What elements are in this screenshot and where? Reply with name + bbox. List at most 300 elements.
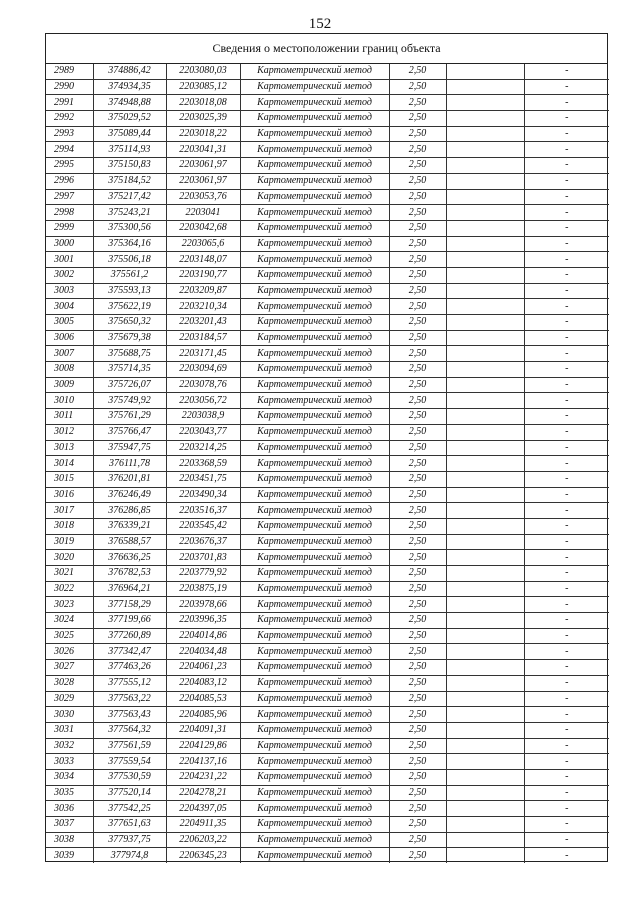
table-row [46, 518, 609, 534]
accuracy-cell: 2,50 [389, 440, 446, 456]
dash-cell: - [524, 722, 609, 738]
empty-cell [446, 64, 524, 79]
x-coordinate-cell: 376588,57 [93, 534, 166, 550]
y-coordinate-cell: 2204085,53 [166, 691, 240, 707]
y-coordinate-cell: 2203043,77 [166, 424, 240, 440]
x-coordinate-cell: 377555,12 [93, 675, 166, 691]
x-coordinate-cell: 375184,52 [93, 173, 166, 189]
y-coordinate-cell: 2203025,39 [166, 111, 240, 127]
y-coordinate-cell: 2203018,08 [166, 95, 240, 111]
boundary-table-sheet [45, 33, 608, 862]
dash-cell: - [565, 849, 569, 861]
x-coordinate-cell: 377342,47 [93, 644, 166, 660]
table-row [46, 409, 609, 425]
dash-cell: - [524, 660, 609, 676]
table-row [46, 691, 609, 707]
x-coordinate-cell: 377158,29 [93, 597, 166, 613]
method-cell: Картометрический метод [240, 267, 389, 283]
empty-cell [446, 597, 524, 613]
point-number-cell: 3038 [46, 832, 93, 848]
method-cell: Картометрический метод [240, 801, 389, 817]
y-coordinate-cell: 2203094,69 [166, 362, 240, 378]
point-number-cell: 3031 [46, 722, 93, 738]
table-row [46, 424, 609, 440]
table-row [46, 111, 609, 127]
point-number-cell: 3034 [46, 769, 93, 785]
x-coordinate-cell: 377559,54 [93, 754, 166, 770]
empty-cell [446, 409, 524, 425]
table-row [46, 189, 609, 205]
x-coordinate-cell: 377542,25 [93, 801, 166, 817]
point-number-cell: 3027 [46, 660, 93, 676]
x-coordinate-cell: 376246,49 [93, 487, 166, 503]
x-coordinate-cell: 376286,85 [93, 503, 166, 519]
table-row [46, 471, 609, 487]
y-coordinate-cell: 2203085,12 [166, 79, 240, 95]
accuracy-cell: 2,50 [389, 848, 446, 863]
table-row [46, 754, 609, 770]
y-coordinate-cell: 2203996,35 [166, 613, 240, 629]
point-number-cell: 3026 [46, 644, 93, 660]
y-coordinate-cell: 2203078,76 [166, 377, 240, 393]
y-coordinate-cell: 2203210,34 [166, 299, 240, 315]
method-cell: Картометрический метод [240, 785, 389, 801]
table-row [46, 283, 609, 299]
x-coordinate-cell: 375650,32 [93, 315, 166, 331]
method-cell: Картометрический метод [240, 550, 389, 566]
empty-cell [446, 189, 524, 205]
point-number-cell: 2994 [46, 142, 93, 158]
accuracy-cell: 2,50 [389, 267, 446, 283]
x-coordinate-cell: 376782,53 [93, 566, 166, 582]
y-coordinate-cell: 2204034,48 [166, 644, 240, 660]
x-coordinate-cell: 375243,21 [93, 205, 166, 221]
dash-cell: - [524, 801, 609, 817]
x-coordinate-cell: 375947,75 [93, 440, 166, 456]
dash-cell: - [524, 707, 609, 723]
dash-cell: - [524, 785, 609, 801]
method-cell: Картометрический метод [240, 628, 389, 644]
dash-cell: - [524, 95, 609, 111]
table-row [46, 722, 609, 738]
x-coordinate-cell: 376201,81 [93, 471, 166, 487]
point-number-cell: 3033 [46, 754, 93, 770]
method-cell: Картометрический метод [240, 409, 389, 425]
accuracy-cell: 2,50 [389, 534, 446, 550]
empty-cell [446, 754, 524, 770]
point-number-cell: 2991 [46, 95, 93, 111]
accuracy-cell: 2,50 [389, 503, 446, 519]
dash-cell: - [524, 817, 609, 833]
y-coordinate-cell: 2203038,9 [166, 409, 240, 425]
accuracy-cell: 2,50 [389, 518, 446, 534]
accuracy-cell: 2,50 [389, 409, 446, 425]
accuracy-cell: 2,50 [389, 613, 446, 629]
method-cell: Картометрический метод [240, 424, 389, 440]
empty-cell [446, 644, 524, 660]
y-coordinate-cell: 2203018,22 [166, 126, 240, 142]
accuracy-cell: 2,50 [389, 769, 446, 785]
empty-cell [446, 252, 524, 268]
method-cell: Картометрический метод [240, 79, 389, 95]
accuracy-cell: 2,50 [389, 817, 446, 833]
accuracy-cell: 2,50 [389, 95, 446, 111]
x-coordinate-cell: 375749,92 [93, 393, 166, 409]
table-row [46, 817, 609, 833]
accuracy-cell: 2,50 [389, 111, 446, 127]
dash-cell: - [524, 597, 609, 613]
accuracy-cell: 2,50 [389, 566, 446, 582]
dash-cell: - [524, 64, 609, 79]
x-coordinate-cell: 375364,16 [93, 236, 166, 252]
accuracy-cell: 2,50 [389, 785, 446, 801]
table-row [46, 628, 609, 644]
accuracy-cell: 2,50 [389, 675, 446, 691]
table-row [46, 801, 609, 817]
dash-cell: - [524, 581, 609, 597]
point-number-cell: 3025 [46, 628, 93, 644]
y-coordinate-cell: 2204129,86 [166, 738, 240, 754]
accuracy-cell: 2,50 [389, 158, 446, 174]
method-cell: Картометрический метод [240, 597, 389, 613]
dash-cell: - [524, 691, 609, 707]
empty-cell [446, 550, 524, 566]
y-coordinate-cell: 2204083,12 [166, 675, 240, 691]
point-number-cell: 2999 [46, 220, 93, 236]
point-number-cell: 3001 [46, 252, 93, 268]
table-row [46, 126, 609, 142]
table-row [46, 142, 609, 158]
accuracy-cell: 2,50 [389, 79, 446, 95]
point-number-cell: 3017 [46, 503, 93, 519]
accuracy-cell: 2,50 [389, 283, 446, 299]
point-number-cell: 3018 [46, 518, 93, 534]
point-number-cell: 3014 [46, 456, 93, 472]
accuracy-cell: 2,50 [389, 220, 446, 236]
y-coordinate-cell: 2203190,77 [166, 267, 240, 283]
dash-cell: - [524, 205, 609, 221]
y-coordinate-cell: 2204231,22 [166, 769, 240, 785]
y-coordinate-cell: 2203214,25 [166, 440, 240, 456]
dash-cell: - [524, 644, 609, 660]
x-coordinate-cell: 377563,43 [93, 707, 166, 723]
empty-cell [446, 456, 524, 472]
dash-cell: - [524, 566, 609, 582]
y-coordinate-cell: 2203041,31 [166, 142, 240, 158]
method-cell: Картометрический метод [240, 205, 389, 221]
method-cell: Картометрический метод [240, 220, 389, 236]
accuracy-cell: 2,50 [389, 801, 446, 817]
method-cell: Картометрический метод [240, 848, 389, 863]
empty-cell [446, 534, 524, 550]
empty-cell [446, 691, 524, 707]
x-coordinate-cell: 377199,66 [93, 613, 166, 629]
table-row [46, 220, 609, 236]
method-cell: Картометрический метод [240, 581, 389, 597]
method-cell: Картометрический метод [240, 64, 389, 79]
table-row [46, 299, 609, 315]
method-cell: Картометрический метод [240, 487, 389, 503]
y-coordinate-cell: 2206203,22 [166, 832, 240, 848]
empty-cell [446, 518, 524, 534]
method-cell: Картометрический метод [240, 471, 389, 487]
empty-cell [446, 267, 524, 283]
table-row [46, 346, 609, 362]
empty-cell [446, 95, 524, 111]
empty-cell [446, 487, 524, 503]
accuracy-cell: 2,50 [389, 126, 446, 142]
y-coordinate-cell: 2203875,19 [166, 581, 240, 597]
empty-cell [446, 817, 524, 833]
y-coordinate-cell: 2204397,05 [166, 801, 240, 817]
y-coordinate-cell: 2203368,59 [166, 456, 240, 472]
table-body [46, 64, 609, 863]
table-row [46, 315, 609, 331]
table-row [46, 738, 609, 754]
y-coordinate-cell: 2203148,07 [166, 252, 240, 268]
method-cell: Картометрический метод [240, 769, 389, 785]
table-row [46, 330, 609, 346]
x-coordinate-cell: 377937,75 [93, 832, 166, 848]
point-number-cell: 2996 [46, 173, 93, 189]
dash-cell: - [524, 456, 609, 472]
y-coordinate-cell: 2203451,75 [166, 471, 240, 487]
empty-cell [446, 79, 524, 95]
y-coordinate-cell: 2203201,43 [166, 315, 240, 331]
accuracy-cell: 2,50 [389, 330, 446, 346]
dash-cell: - [524, 158, 609, 174]
table-row [46, 362, 609, 378]
empty-cell [446, 236, 524, 252]
y-coordinate-cell: 2203061,97 [166, 173, 240, 189]
y-coordinate-cell: 2203209,87 [166, 283, 240, 299]
point-number-cell: 2990 [46, 79, 93, 95]
accuracy-cell: 2,50 [389, 424, 446, 440]
x-coordinate-cell: 375217,42 [93, 189, 166, 205]
dash-cell: - [524, 283, 609, 299]
accuracy-cell: 2,50 [389, 64, 446, 79]
x-coordinate-cell: 375688,75 [93, 346, 166, 362]
accuracy-cell: 2,50 [389, 644, 446, 660]
method-cell: Картометрический метод [240, 644, 389, 660]
table-row [46, 566, 609, 582]
method-cell: Картометрический метод [240, 503, 389, 519]
accuracy-cell: 2,50 [389, 691, 446, 707]
y-coordinate-cell: 2203065,6 [166, 236, 240, 252]
y-coordinate-cell: 2203701,83 [166, 550, 240, 566]
dash-cell: - [524, 409, 609, 425]
point-number-cell: 3000 [46, 236, 93, 252]
x-coordinate-cell: 377974,8 [93, 848, 166, 863]
x-coordinate-cell: 376339,21 [93, 518, 166, 534]
method-cell: Картометрический метод [240, 111, 389, 127]
table-row [46, 534, 609, 550]
table-row [46, 675, 609, 691]
empty-cell [446, 613, 524, 629]
accuracy-cell: 2,50 [389, 173, 446, 189]
empty-cell [446, 675, 524, 691]
table-row [46, 173, 609, 189]
accuracy-cell: 2,50 [389, 189, 446, 205]
empty-cell [446, 566, 524, 582]
method-cell: Картометрический метод [240, 299, 389, 315]
accuracy-cell: 2,50 [389, 660, 446, 676]
point-number-cell: 3006 [46, 330, 93, 346]
x-coordinate-cell: 377561,59 [93, 738, 166, 754]
table-row [46, 95, 609, 111]
point-number-cell: 3032 [46, 738, 93, 754]
empty-cell [446, 769, 524, 785]
point-number-cell: 3015 [46, 471, 93, 487]
point-number-cell: 3028 [46, 675, 93, 691]
accuracy-cell: 2,50 [389, 754, 446, 770]
x-coordinate-cell: 377651,63 [93, 817, 166, 833]
x-coordinate-cell: 374948,88 [93, 95, 166, 111]
empty-cell [446, 346, 524, 362]
dash-cell: - [524, 315, 609, 331]
point-number-cell: 3009 [46, 377, 93, 393]
y-coordinate-cell: 2204911,35 [166, 817, 240, 833]
point-number-cell: 3036 [46, 801, 93, 817]
x-coordinate-cell: 377520,14 [93, 785, 166, 801]
empty-cell [446, 424, 524, 440]
table-row [46, 205, 609, 221]
table-row [46, 613, 609, 629]
x-coordinate-cell: 375766,47 [93, 424, 166, 440]
empty-cell [446, 142, 524, 158]
x-coordinate-cell: 375726,07 [93, 377, 166, 393]
x-coordinate-cell: 375029,52 [93, 111, 166, 127]
dash-cell: - [524, 142, 609, 158]
table-row [46, 440, 609, 456]
dash-cell: - [524, 754, 609, 770]
empty-cell [446, 173, 524, 189]
dash-cell: - [524, 79, 609, 95]
dash-cell: - [524, 377, 609, 393]
point-number-cell: 3011 [46, 409, 93, 425]
table-row [46, 64, 609, 79]
dash-cell: - [524, 330, 609, 346]
point-number-cell: 3022 [46, 581, 93, 597]
method-cell: Картометрический метод [240, 158, 389, 174]
point-number-cell: 3023 [46, 597, 93, 613]
dash-cell: - [524, 189, 609, 205]
point-number-cell: 3020 [46, 550, 93, 566]
empty-cell [446, 503, 524, 519]
dash-cell: - [524, 173, 609, 189]
empty-cell [446, 801, 524, 817]
y-coordinate-cell: 2203978,66 [166, 597, 240, 613]
empty-cell [446, 440, 524, 456]
empty-cell [446, 660, 524, 676]
x-coordinate-cell: 375679,38 [93, 330, 166, 346]
dash-cell: - [524, 126, 609, 142]
accuracy-cell: 2,50 [389, 252, 446, 268]
dash-cell: - [524, 393, 609, 409]
table-row [46, 769, 609, 785]
dash-cell: - [524, 267, 609, 283]
empty-cell [446, 471, 524, 487]
dash-cell: - [524, 675, 609, 691]
method-cell: Картометрический метод [240, 456, 389, 472]
table-row [46, 377, 609, 393]
accuracy-cell: 2,50 [389, 597, 446, 613]
empty-cell [446, 848, 524, 863]
accuracy-cell: 2,50 [389, 456, 446, 472]
empty-cell [446, 205, 524, 221]
empty-cell [446, 785, 524, 801]
accuracy-cell: 2,50 [389, 346, 446, 362]
empty-cell [446, 738, 524, 754]
method-cell: Картометрический метод [240, 126, 389, 142]
empty-cell [446, 707, 524, 723]
dash-cell: - [524, 220, 609, 236]
dash-cell: - [524, 299, 609, 315]
point-number-cell: 3039 [46, 848, 93, 863]
point-number-cell: 3030 [46, 707, 93, 723]
x-coordinate-cell: 375300,56 [93, 220, 166, 236]
boundary-points-table [46, 64, 609, 863]
y-coordinate-cell: 2203676,37 [166, 534, 240, 550]
method-cell: Картометрический метод [240, 534, 389, 550]
accuracy-cell: 2,50 [389, 738, 446, 754]
method-cell: Картометрический метод [240, 738, 389, 754]
table-row [46, 252, 609, 268]
dash-cell: - [524, 471, 609, 487]
dash-cell: - [524, 832, 609, 848]
table-row [46, 785, 609, 801]
x-coordinate-cell: 377463,26 [93, 660, 166, 676]
method-cell: Картометрический метод [240, 566, 389, 582]
x-coordinate-cell: 376964,21 [93, 581, 166, 597]
empty-cell [446, 220, 524, 236]
table-row [46, 644, 609, 660]
empty-cell [446, 330, 524, 346]
point-number-cell: 3021 [46, 566, 93, 582]
point-number-cell: 2997 [46, 189, 93, 205]
table-row [46, 503, 609, 519]
empty-cell [446, 581, 524, 597]
method-cell: Картометрический метод [240, 315, 389, 331]
table-row [46, 487, 609, 503]
point-number-cell: 3010 [46, 393, 93, 409]
accuracy-cell: 2,50 [389, 393, 446, 409]
point-number-cell: 3029 [46, 691, 93, 707]
dash-cell: - [524, 769, 609, 785]
y-coordinate-cell: 2203184,57 [166, 330, 240, 346]
accuracy-cell: 2,50 [389, 315, 446, 331]
x-coordinate-cell: 376636,25 [93, 550, 166, 566]
point-number-cell: 2998 [46, 205, 93, 221]
table-row [46, 832, 609, 848]
accuracy-cell: 2,50 [389, 487, 446, 503]
dash-cell: - [524, 252, 609, 268]
point-number-cell: 3007 [46, 346, 93, 362]
accuracy-cell: 2,50 [389, 581, 446, 597]
y-coordinate-cell: 2204137,16 [166, 754, 240, 770]
point-number-cell: 2992 [46, 111, 93, 127]
method-cell: Картометрический метод [240, 362, 389, 378]
point-number-cell: 3019 [46, 534, 93, 550]
point-number-cell: 3024 [46, 613, 93, 629]
empty-cell [446, 111, 524, 127]
dash-cell: - [524, 111, 609, 127]
x-coordinate-cell: 374886,42 [93, 64, 166, 79]
y-coordinate-cell: 2203080,03 [166, 64, 240, 79]
table-row [46, 456, 609, 472]
y-coordinate-cell: 2203056,72 [166, 393, 240, 409]
method-cell: Картометрический метод [240, 283, 389, 299]
